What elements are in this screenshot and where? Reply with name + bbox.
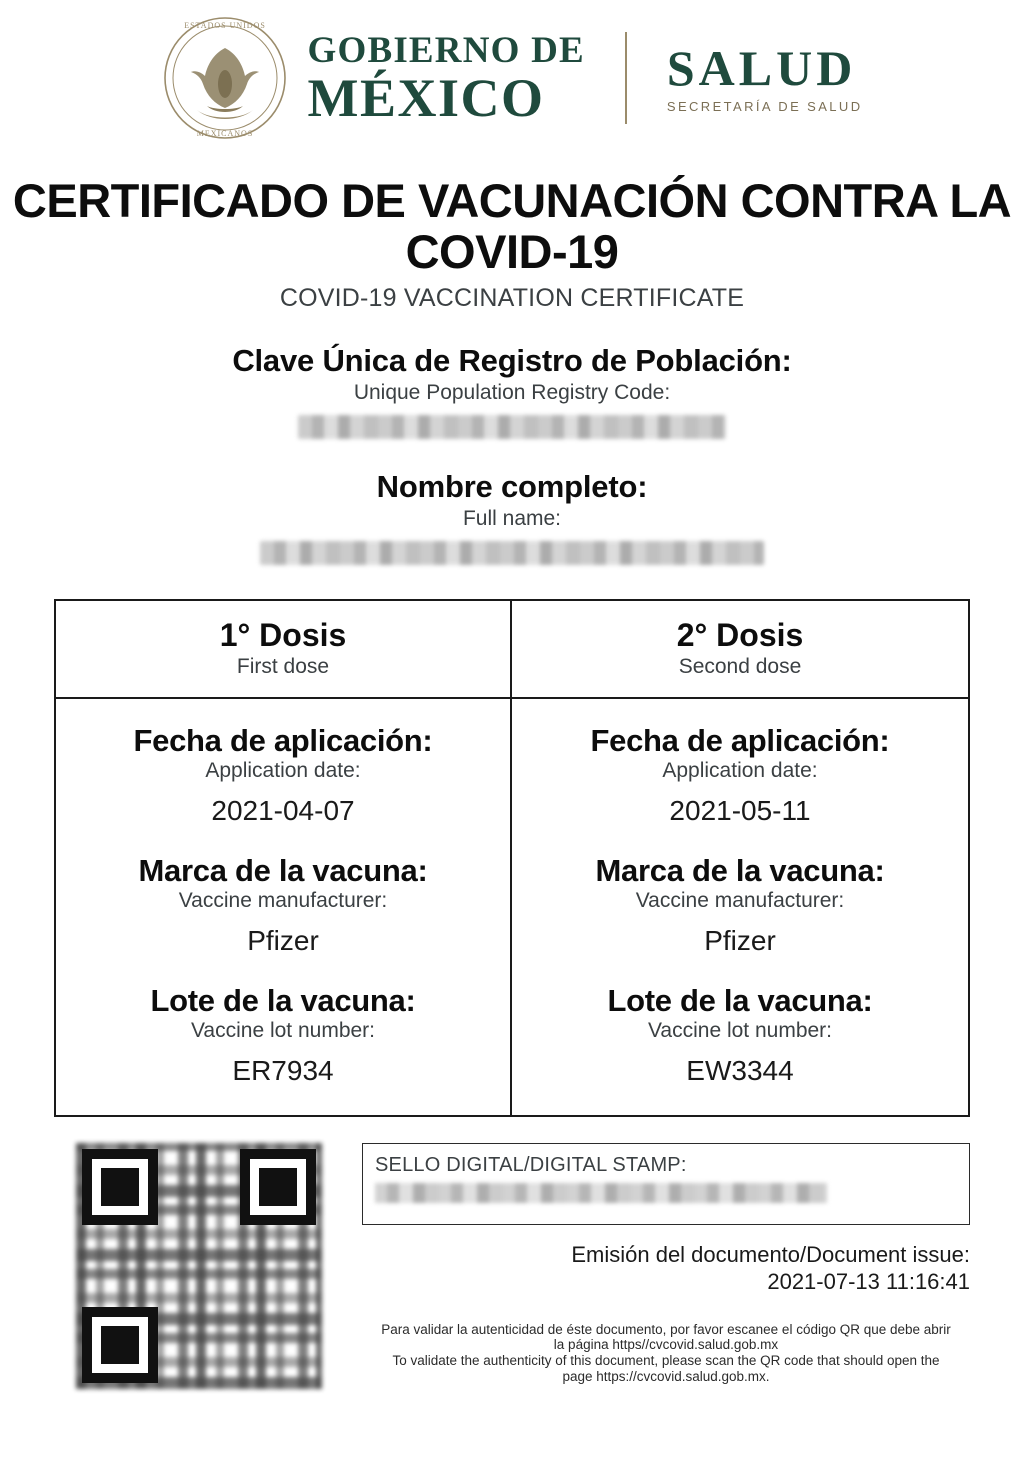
svg-text:MEXICANOS: MEXICANOS [197, 129, 254, 138]
footer-right-column [362, 1143, 970, 1386]
second-dose-brand-label-en: Vaccine manufacturer: [635, 888, 845, 912]
dose-header-second-en: Second dose [678, 654, 802, 678]
first-dose-lot-label-es: Lote de la vacuna: [150, 982, 416, 1018]
document-issue-datetime: 2021-07-13 11:16:41 [767, 1269, 970, 1294]
page-subtitle: COVID-19 VACCINATION CERTIFICATE [279, 283, 745, 312]
digital-stamp-label: SELLO DIGITAL/DIGITAL STAMP: [375, 1153, 687, 1176]
first-dose-lot [66, 983, 500, 1087]
qr-code-icon[interactable] [76, 1143, 322, 1389]
dose-header-second-es: 2° Dosis [676, 616, 804, 653]
first-dose-date-label-en: Application date: [205, 758, 361, 782]
first-dose-brand-value: Pfizer [247, 924, 319, 956]
document-header [0, 0, 1024, 148]
second-dose-lot-label-en: Vaccine lot number: [647, 1018, 833, 1042]
name-label-en: Full name: [462, 506, 562, 530]
second-dose-date-label-en: Application date: [662, 758, 818, 782]
dose-header-first-en: First dose [236, 654, 330, 678]
svg-text:ESTADOS UNIDOS: ESTADOS UNIDOS [184, 21, 267, 30]
field-full-name [0, 469, 1024, 565]
second-dose-lot-label-es: Lote de la vacuna: [607, 982, 873, 1018]
dose-cell-second [512, 699, 968, 1115]
doses-table-header-row [56, 601, 968, 699]
first-dose-date-label-es: Fecha de aplicación: [133, 722, 433, 758]
dose-header-second [512, 601, 968, 697]
qr-finder-bottom-left [82, 1307, 158, 1383]
legal-notice [362, 1322, 970, 1386]
second-dose-date-value: 2021-05-11 [669, 794, 811, 826]
dose-header-first [56, 601, 512, 697]
gobierno-line2: MÉXICO [307, 67, 545, 128]
second-dose-date [522, 723, 958, 827]
first-dose-date [66, 723, 500, 827]
first-dose-brand-label-en: Vaccine manufacturer: [178, 888, 388, 912]
legal-notice-es: Para validar la autenticidad de éste documento, por favor escanee el código QR que debe abrir la página https//cvcovid.salud.gob.mx [381, 1321, 951, 1353]
first-dose-lot-value: ER7934 [232, 1054, 334, 1086]
second-dose-lot-value: EW3344 [686, 1054, 794, 1086]
curp-value-redacted [298, 415, 726, 439]
qr-finder-top-right [240, 1149, 316, 1225]
legal-notice-en: To validate the authenticity of this document, please scan the QR code that should open the page https://cvcovid.salud.gob.mx. [392, 1353, 940, 1385]
second-dose-date-label-es: Fecha de aplicación: [590, 722, 890, 758]
second-dose-brand-value: Pfizer [704, 924, 776, 956]
doses-table-body-row [56, 699, 968, 1115]
gobierno-line1: GOBIERNO DE [307, 29, 585, 71]
dose-header-first-es: 1° Dosis [219, 616, 347, 653]
digital-stamp-box [362, 1143, 970, 1225]
first-dose-brand-label-es: Marca de la vacuna: [138, 852, 428, 888]
dose-cell-first [56, 699, 512, 1115]
curp-label-es: Clave Única de Registro de Población: [232, 342, 792, 378]
curp-label-en: Unique Population Registry Code: [353, 380, 671, 404]
page-title: CERTIFICADO DE VACUNACIÓN CONTRA LA COVID-19 [12, 174, 1012, 278]
mexican-eagle-emblem-icon [161, 14, 289, 142]
salud-subtitle: SECRETARÍA DE SALUD [666, 99, 863, 114]
document-footer [54, 1143, 970, 1389]
name-value-redacted [260, 541, 764, 565]
salud-title: SALUD [666, 40, 857, 96]
name-label-es: Nombre completo: [376, 468, 648, 504]
digital-stamp-value-redacted [375, 1183, 827, 1203]
doses-table [54, 599, 970, 1117]
first-dose-brand [66, 853, 500, 957]
salud-wordmark [666, 40, 863, 114]
second-dose-brand-label-es: Marca de la vacuna: [595, 852, 885, 888]
qr-finder-top-left [82, 1149, 158, 1225]
first-dose-date-value: 2021-04-07 [211, 794, 355, 826]
field-curp [0, 343, 1024, 439]
first-dose-lot-label-en: Vaccine lot number: [190, 1018, 376, 1042]
document-issue [362, 1241, 970, 1296]
second-dose-brand [522, 853, 958, 957]
second-dose-lot [522, 983, 958, 1087]
header-divider [625, 32, 627, 124]
gobierno-wordmark [307, 29, 585, 128]
document-issue-label: Emisión del documento/Document issue: [571, 1241, 970, 1267]
